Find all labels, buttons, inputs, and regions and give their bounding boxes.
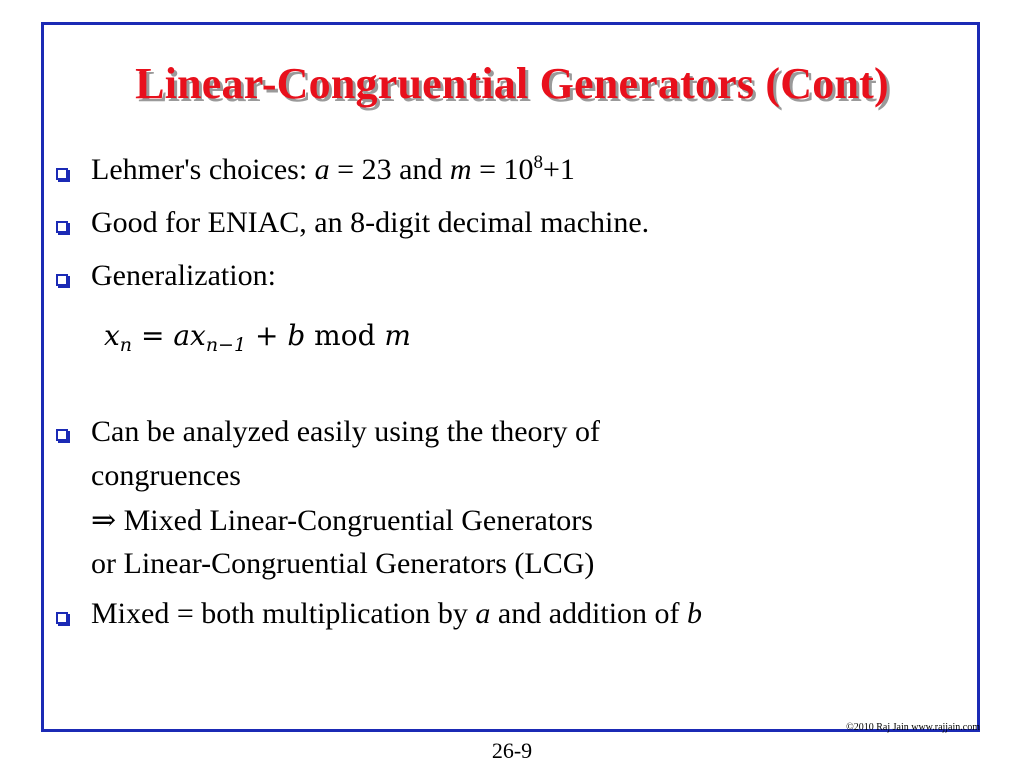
bullet-icon	[56, 274, 68, 286]
page-number: 26-9	[491, 738, 533, 763]
footer-copyright: ©2010 Raj Jain www.rajjain.com	[846, 722, 980, 733]
bullet-lehmer-choices: Lehmer's choices: a = 23 and $m = 10^8+1$	[91, 152, 575, 186]
bullet-icon	[56, 168, 68, 180]
bullet-icon	[56, 612, 68, 624]
bullet-mixed: Mixed = both multiplication by a and addition of b	[91, 597, 703, 630]
bullet-congruences-line2: congruences	[91, 459, 241, 492]
bullet-eniac: Good for ENIAC, an 8-digit decimal machine.	[91, 206, 650, 239]
bullet-congruences-line4: or Linear-Congruential Generators (LCG)	[91, 547, 595, 580]
lcg-formula: $x_n = ax_{n-1} + b$ mod m	[104, 319, 411, 356]
bullet-icon	[56, 429, 68, 441]
bullet-icon	[56, 221, 68, 233]
bullet-generalization: Generalization:	[91, 259, 276, 292]
slide-title: Linear-Congruential Generators (Cont)	[135, 59, 889, 108]
bullet-congruences-line3: ⇒ Mixed Linear-Congruential Generators	[91, 504, 593, 537]
bullet-congruences-line1: Can be analyzed easily using the theory of	[91, 415, 601, 448]
